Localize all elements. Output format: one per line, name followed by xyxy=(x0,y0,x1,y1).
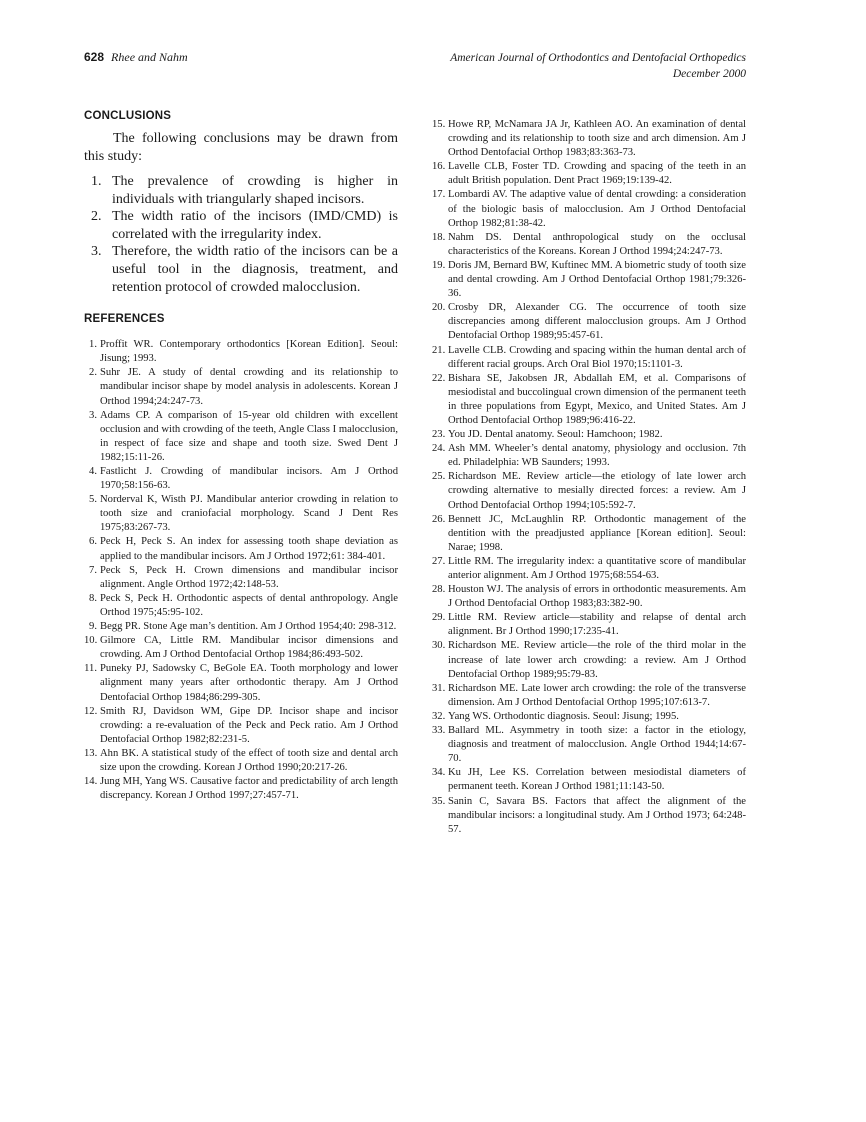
conclusions-intro: The following conclusions may be drawn from this study: xyxy=(84,131,398,164)
item-text: Ku JH, Lee KS. Correlation between mesiodistal diameters of permanent teeth. Korean J Orthod 1981;11:143-50. xyxy=(448,767,746,793)
item-text: Proffit WR. Contemporary orthodontics [Korean Edition]. Seoul: Jisung; 1993. xyxy=(100,339,398,365)
reference-item xyxy=(84,366,398,408)
item-number: 22. xyxy=(432,372,446,384)
item-text: The prevalence of crowding is higher in individuals with triangularly shaped incisors. xyxy=(112,174,398,207)
item-number: 20. xyxy=(432,302,446,314)
item-number: 28. xyxy=(432,584,446,596)
reference-item xyxy=(84,747,398,775)
item-text: Peck H, Peck S. An index for assessing tooth shape deviation as applied to the mandibular incisors. Am J Orthod 1972;61: 384-401. xyxy=(100,536,398,562)
item-text: Richardson ME. Review article—the role of the third molar in the increase of late lower arch crowding: a review. Am J Orthod Dentofacial Orthop 1989;95:79-83. xyxy=(448,640,746,680)
item-text: Adams CP. A comparison of 15-year old children with excellent occlusion and with crowding of the teeth, Angle Class I malocclusion, in respect of face size and shape and tooth size. Swed Dent J 1982;15:11-26. xyxy=(100,409,398,463)
item-number: 7. xyxy=(89,564,97,576)
running-header-left xyxy=(84,50,188,65)
item-number: 32. xyxy=(432,710,446,722)
reference-item xyxy=(432,724,746,766)
left-column xyxy=(84,110,398,803)
reference-item xyxy=(84,535,398,563)
reference-item xyxy=(84,338,398,366)
item-number: 2. xyxy=(89,367,97,379)
item-text: Fastlicht J. Crowding of mandibular incisors. Am J Orthod 1970;58:156-63. xyxy=(100,466,398,492)
item-number: 33. xyxy=(432,725,446,737)
item-text: Peck S, Peck H. Orthodontic aspects of dental anthropology. Angle Orthod 1975;45:95-102. xyxy=(100,592,398,618)
item-text: Sanin C, Savara BS. Factors that affect the alignment of the mandibular incisors: a longitudinal study. Am J Orthod 1973; 64:248-57. xyxy=(448,795,746,835)
item-number: 26. xyxy=(432,513,446,525)
reference-item xyxy=(84,592,398,620)
item-number: 35. xyxy=(432,795,446,807)
item-number: 30. xyxy=(432,640,446,652)
reference-item xyxy=(432,766,746,794)
item-text: Lavelle CLB. Crowding and spacing within the human dental arch of different racial groups. Arch Oral Biol 1970;15:1101-3. xyxy=(448,344,746,370)
reference-item xyxy=(432,344,746,372)
item-text: Lavelle CLB, Foster TD. Crowding and spacing of the teeth in an adult British population. Dent Pract 1969;19:139-42. xyxy=(448,161,746,187)
reference-item xyxy=(432,259,746,301)
reference-item xyxy=(84,493,398,535)
item-number: 13. xyxy=(84,747,98,759)
right-column xyxy=(432,118,746,837)
reference-item xyxy=(432,428,746,442)
reference-item xyxy=(432,442,746,470)
item-text: The width ratio of the incisors (IMD/CMD) is correlated with the irregularity index. xyxy=(112,209,398,242)
reference-item xyxy=(84,775,398,803)
item-number: 9. xyxy=(89,621,97,633)
conclusions-heading: CONCLUSIONS xyxy=(84,110,172,122)
reference-item xyxy=(84,465,398,493)
item-text: You JD. Dental anatomy. Seoul: Hamchoon; 1982. xyxy=(448,429,663,441)
conclusions-list xyxy=(84,173,398,296)
item-text: Yang WS. Orthodontic diagnosis. Seoul: Jisung; 1995. xyxy=(448,710,679,722)
item-number: 31. xyxy=(432,682,446,694)
item-text: Puneky PJ, Sadowsky C, BeGole EA. Tooth morphology and lower alignment many years after orthodontic therapy. Am J Orthod Dentofacial Orthop 1984;86:299-305. xyxy=(100,663,398,703)
reference-item xyxy=(84,705,398,747)
reference-item xyxy=(432,470,746,512)
item-number: 1. xyxy=(89,339,97,351)
item-text: Smith RJ, Davidson WM, Gipe DP. Incisor shape and incisor crowding: a re-evaluation of the Peck and Peck ratio. Am J Orthod Dentofacial Orthop 1982;82:231-5. xyxy=(100,705,398,745)
item-text: Ballard ML. Asymmetry in tooth size: a factor in the etiology, diagnosis and treatment of malocclusion. Angle Orthod 1944;14:67-70. xyxy=(448,725,746,765)
item-number: 4. xyxy=(89,466,97,477)
item-number: 29. xyxy=(432,612,446,624)
item-text: Crosby DR, Alexander CG. The occurrence of tooth size discrepancies among different malocclusion groups. Am J Orthod Dentofacial Orthop 1989;95:457-61. xyxy=(448,302,746,342)
item-text: Bennett JC, McLaughlin RP. Orthodontic management of the dentition with the preadjusted appliance [Korean edition]. Seoul: Narae; 1998. xyxy=(448,513,746,553)
running-authors: Rhee and Nahm xyxy=(111,50,188,64)
item-number: 17. xyxy=(432,189,446,201)
item-text: Peck S, Peck H. Crown dimensions and mandibular incisor alignment. Angle Orthod 1972;42:148-53. xyxy=(100,564,398,590)
reference-item xyxy=(432,682,746,710)
reference-item xyxy=(432,795,746,837)
item-text: Howe RP, McNamara JA Jr, Kathleen AO. An examination of dental crowding and its relationship to tooth size and arch dimension. Am J Orthod Dentofacial Orthop 1983;83:363-73. xyxy=(448,119,746,159)
references-list-right xyxy=(432,118,746,837)
item-number: 8. xyxy=(89,592,97,604)
item-number: 11. xyxy=(84,663,97,675)
reference-item xyxy=(432,118,746,160)
reference-item xyxy=(432,231,746,259)
reference-item xyxy=(432,710,746,724)
item-text: Doris JM, Bernard BW, Kuftinec MM. A biometric study of tooth size and dental crowding. Am J Orthod Dentofacial Orthop 1981;79:326-36. xyxy=(448,259,746,300)
item-number: 19. xyxy=(432,259,446,271)
item-number: 34. xyxy=(432,767,446,779)
item-number: 21. xyxy=(432,344,446,356)
item-number: 23. xyxy=(432,429,446,441)
item-number: 24. xyxy=(432,443,446,455)
item-number: 3. xyxy=(91,244,102,260)
item-number: 1. xyxy=(91,174,102,189)
item-text: Lombardi AV. The adaptive value of dental crowding: a consideration of the biologic basis of malocclusion. Am J Orthod Dentofacial Orthop 1982;81:38-42. xyxy=(448,189,746,229)
item-text: Begg PR. Stone Age man’s dentition. Am J Orthod 1954;40: 298-312. xyxy=(100,621,397,633)
reference-item xyxy=(84,409,398,465)
reference-item xyxy=(432,555,746,583)
reference-item xyxy=(432,372,746,428)
item-text: Bishara SE, Jakobsen JR, Abdallah EM, et al. Comparisons of mesiodistal and buccolingual crown dimension of the permanent teeth in three populations from Egypt, Mexico, and United States. Am J Orthod Dentofacial Orthop 1989;96:416-22. xyxy=(448,372,746,426)
references-list-left xyxy=(84,338,398,803)
reference-item xyxy=(84,620,398,634)
item-text: Ahn BK. A statistical study of the effect of tooth size and dental arch size upon the crowding. Korean J Orthod 1990;20:217-26. xyxy=(100,747,398,773)
journal-title: American Journal of Orthodontics and Dentofacial Orthopedics xyxy=(450,52,746,64)
journal-issue: December 2000 xyxy=(672,68,746,80)
conclusion-item xyxy=(84,243,398,296)
item-number: 14. xyxy=(84,776,98,788)
item-number: 12. xyxy=(84,705,98,717)
reference-item xyxy=(432,301,746,343)
reference-item xyxy=(84,564,398,592)
item-number: 2. xyxy=(91,209,102,225)
item-text: Richardson ME. Late lower arch crowding: the role of the transverse dimension. Am J Orthod Dentofacial Orthop 1995;107:613-7. xyxy=(448,682,746,708)
item-text: Suhr JE. A study of dental crowding and its relationship to mandibular incisor shape by model analysis in adolescents. Korean J Orthod 1994;24:247-73. xyxy=(100,367,398,407)
reference-item xyxy=(84,662,398,704)
item-text: Ash MM. Wheeler’s dental anatomy, physiology and occlusion. 7th ed. Philadelphia: WB Saunders; 1993. xyxy=(448,443,746,469)
item-number: 18. xyxy=(432,231,446,243)
item-number: 25. xyxy=(432,471,446,483)
item-number: 10. xyxy=(84,635,98,647)
conclusion-item xyxy=(84,173,398,208)
item-number: 15. xyxy=(432,119,446,130)
reference-item xyxy=(432,188,746,230)
reference-item xyxy=(432,639,746,681)
reference-item xyxy=(432,513,746,555)
item-text: Norderval K, Wisth PJ. Mandibular anterior crowding in relation to tooth size and craniofacial morphology. Scand J Dent Res 1975;83:267-73. xyxy=(100,494,398,534)
item-number: 27. xyxy=(432,555,446,567)
conclusion-item xyxy=(84,208,398,243)
item-text: Jung MH, Yang WS. Causative factor and predictability of arch length discrepancy. Korean J Orthod 1997;27:457-71. xyxy=(100,776,398,802)
item-text: Little RM. Review article—stability and relapse of dental arch alignment. Br J Orthod 1990;17:235-41. xyxy=(448,612,746,638)
reference-item xyxy=(432,583,746,611)
item-number: 5. xyxy=(89,494,97,506)
item-text: Houston WJ. The analysis of errors in orthodontic measurements. Am J Orthod Dentofacial Orthop 1983;83:382-90. xyxy=(448,584,746,610)
item-text: Little RM. The irregularity index: a quantitative score of mandibular anterior alignment. Am J Orthod 1975;68:554-63. xyxy=(448,555,746,581)
running-header-right xyxy=(450,50,746,82)
item-text: Therefore, the width ratio of the incisors can be a useful tool in the diagnosis, treatment, and retention protocol of crowded malocclusion. xyxy=(112,244,398,295)
reference-item xyxy=(432,611,746,639)
item-number: 3. xyxy=(89,409,97,421)
item-text: Nahm DS. Dental anthropological study on the occlusal characteristics of the Koreans. Korean J Orthod 1994;24:247-73. xyxy=(448,231,746,257)
reference-item xyxy=(432,160,746,188)
item-text: Gilmore CA, Little RM. Mandibular incisor dimensions and crowding. Am J Orthod Dentofacial Orthop 1984;86:493-502. xyxy=(100,635,398,661)
item-number: 16. xyxy=(432,161,446,173)
reference-item xyxy=(84,634,398,662)
item-text: Richardson ME. Review article—the etiology of late lower arch crowding alternative to mesially directed forces: a review. Am J Orthod Dentofacial Orthop 1994;105:592-7. xyxy=(448,471,746,511)
item-number: 6. xyxy=(89,536,97,548)
references-heading: REFERENCES xyxy=(84,313,165,326)
page-number: 628 xyxy=(84,50,105,64)
